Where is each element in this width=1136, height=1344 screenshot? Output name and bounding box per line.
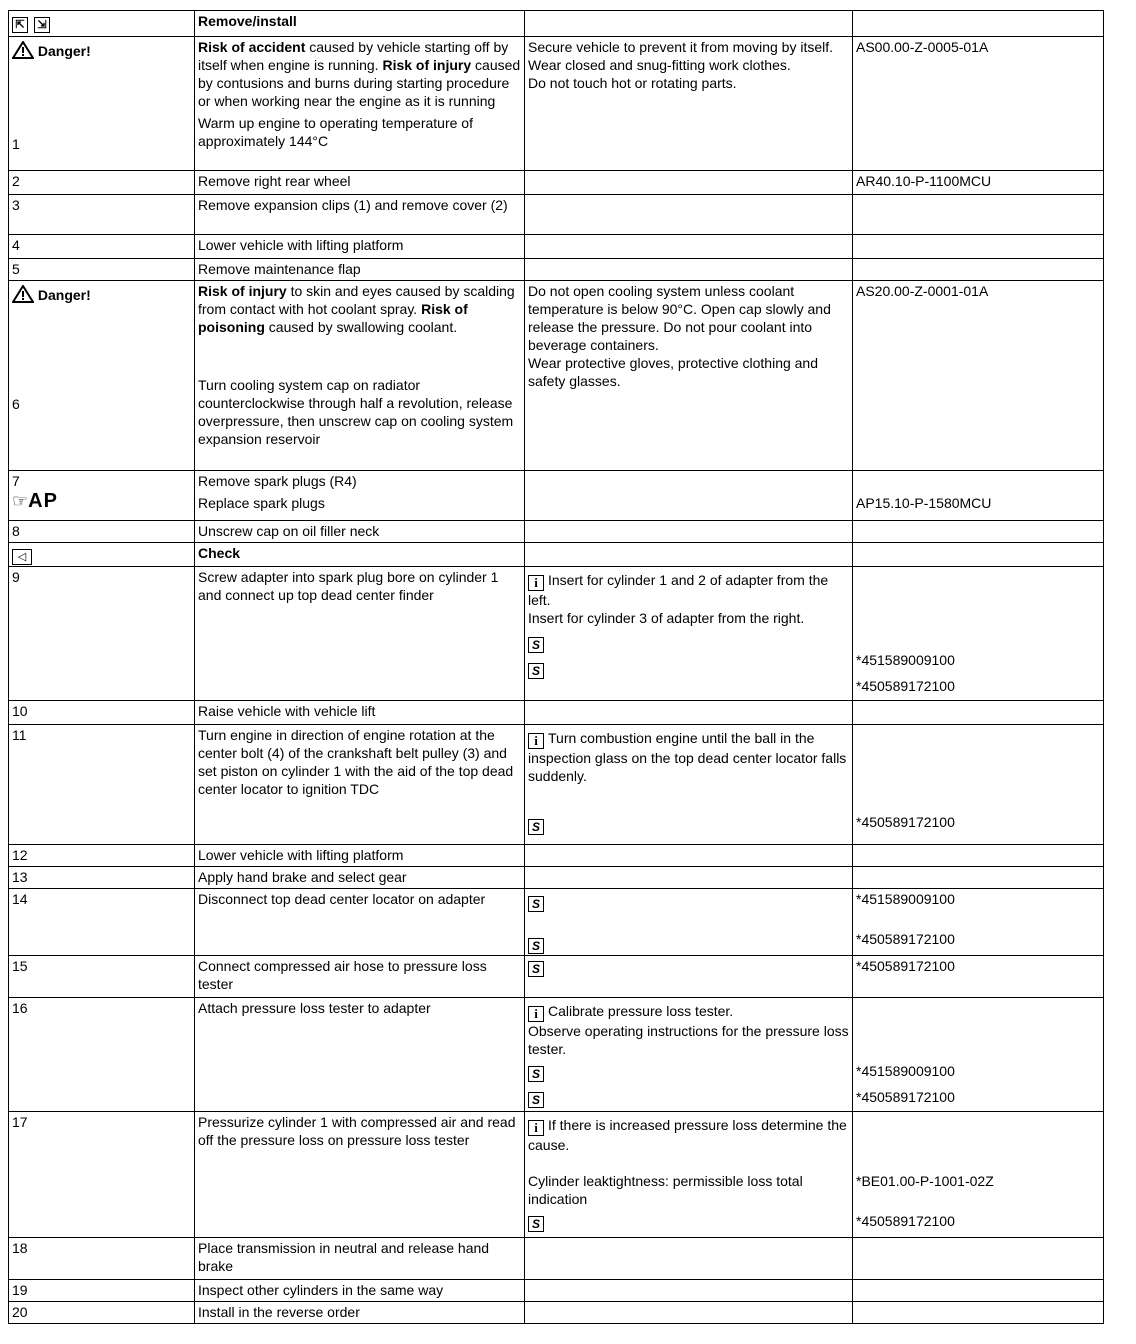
step-text: Remove spark plugs (R4) [198,473,357,489]
step-text: Remove maintenance flap [195,259,525,281]
tool-icon: S [528,938,544,954]
step-number: 6 [12,396,20,412]
step-text: Turn cooling system cap on radiator counterclockwise through half a revolution, release overpressure, then unscrew cap on cooling system expansion reservoir [198,377,514,447]
step-row [9,889,1104,956]
step-text: Unscrew cap on oil filler neck [195,521,525,543]
step-row [9,725,1104,845]
tool-number: *450589172100 [856,1213,955,1229]
measure-text: Wear protective gloves, protective clothing and safety glasses. [528,355,819,389]
step-number: 15 [9,956,195,998]
danger-text: Risk of accident caused by vehicle starting off by itself when engine is running. Risk of injury caused by contusions and burns during starting procedure or when working near the engine as it is running [198,39,521,109]
reference-code: AP15.10-P-1580MCU [856,495,992,511]
step-number: 12 [9,845,195,867]
danger-row [9,37,1104,171]
tool-icon: S [528,637,544,653]
tool-icon: S [528,896,544,912]
step-number: 4 [9,235,195,259]
note-text: i If there is increased pressure loss determine the cause. [528,1117,847,1153]
step-number: 8 [9,521,195,543]
step-row [9,845,1104,867]
tool-number: *450589172100 [856,678,955,694]
info-icon: i [528,1120,544,1136]
step-text: Lower vehicle with lifting platform [195,845,525,867]
tool-number: *450589172100 [853,956,1104,998]
tool-icon: S [528,1066,544,1082]
tool-icon: S [528,819,544,835]
tool-number: *451589009100 [856,652,955,668]
tool-number: *451589009100 [856,1063,955,1079]
step-row [9,1112,1104,1238]
step-number: 1 [12,136,20,152]
note-text: i Insert for cylinder 1 and 2 of adapter from the left. [528,572,829,608]
reference-code: AR40.10-P-1100MCU [853,171,1104,195]
check-row [9,543,1104,567]
step-number: 10 [9,701,195,725]
tool-number: *451589009100 [856,891,955,907]
info-icon: i [528,1006,544,1022]
step-row [9,195,1104,235]
step-number: 13 [9,867,195,889]
step-number: 5 [9,259,195,281]
step-row [9,701,1104,725]
tool-icon: S [528,663,544,679]
info-icon: i [528,733,544,749]
step-number: 7 [12,473,20,489]
step-text: Remove right rear wheel [195,171,525,195]
step-row [9,1302,1104,1324]
step-number: 18 [9,1238,195,1280]
info-icon: i [528,575,544,591]
tool-icon: S [528,961,544,977]
ap-label: AP [28,490,58,512]
note-text: i Calibrate pressure loss tester. [528,1002,849,1022]
step-number: 17 [9,1112,195,1238]
step-row [9,171,1104,195]
danger-row [9,281,1104,471]
reference-code: *BE01.00-P-1001-02Z [856,1173,994,1189]
header-row [9,11,1104,37]
step-text: Apply hand brake and select gear [195,867,525,889]
step-row [9,867,1104,889]
measure-text: Wear closed and snug-fitting work clothes. [528,57,791,73]
step-text: Warm up engine to operating temperature of approximately 144°C [198,115,473,149]
tool-number: *450589172100 [856,1089,955,1105]
measure-text: Secure vehicle to prevent it from moving by itself. [528,39,834,55]
warning-icon [12,41,34,59]
section-title: Check [195,543,525,567]
note-text: Cylinder leaktightness: permissible loss total indication [528,1173,803,1207]
step-row [9,1238,1104,1280]
reference-code: AS20.00-Z-0001-01A [853,281,1104,471]
step-text: Connect compressed air hose to pressure loss tester [195,956,525,998]
tool-icon: S [528,1216,544,1232]
section-title: Remove/install [195,11,525,37]
step-number: 3 [9,195,195,235]
step-text: Lower vehicle with lifting platform [195,235,525,259]
step-row [9,521,1104,543]
tool-icon: S [528,1092,544,1108]
step-text: Raise vehicle with vehicle lift [195,701,525,725]
check-icon: ◁ [12,549,32,565]
step-text: Disconnect top dead center locator on adapter [195,889,525,956]
tool-number: *450589172100 [856,814,955,830]
step-row [9,567,1104,701]
step-row [9,235,1104,259]
step-text: Pressurize cylinder 1 with compressed air and read off the pressure loss on pressure loss tester [195,1112,525,1238]
install-icon: ⇲ [34,17,50,33]
warning-icon [12,285,34,303]
step-number: 9 [9,567,195,701]
measure-text: Do not touch hot or rotating parts. [528,75,737,91]
note-text: i Turn combustion engine until the ball in the inspection glass on the top dead center locator falls suddenly. [528,730,847,784]
procedure-table [8,10,1104,1324]
step-row [9,471,1104,521]
tool-number: *450589172100 [856,931,955,947]
step-number: 20 [9,1302,195,1324]
measure-text: Do not open cooling system unless coolant temperature is below 90°C. Open cap slowly and release the pressure. Do not pour coolant into beverage containers. [528,283,831,353]
step-number: 11 [9,725,195,845]
step-row [9,259,1104,281]
step-text: Inspect other cylinders in the same way [195,1280,525,1302]
hand-pointer-icon: ☞ [12,491,29,511]
remove-icon: ⇱ [12,17,28,33]
step-row [9,1280,1104,1302]
step-number: 16 [9,998,195,1112]
step-text: Remove expansion clips (1) and remove cover (2) [195,195,525,235]
step-text: Place transmission in neutral and release hand brake [195,1238,525,1280]
note-text: Insert for cylinder 3 of adapter from the right. [528,610,805,626]
step-text: Turn engine in direction of engine rotation at the center bolt (4) of the crankshaft belt pulley (3) and set piston on cylinder 1 with the aid of the top dead center locator to ignition TDC [195,725,525,845]
step-text: Attach pressure loss tester to adapter [195,998,525,1112]
danger-text: Risk of injury to skin and eyes caused by scalding from contact with hot coolant spray. Risk of poisoning caused by swallowing coolant. [198,283,515,335]
step-row [9,956,1104,998]
step-number: 19 [9,1280,195,1302]
step-number: 2 [9,171,195,195]
note-text: Observe operating instructions for the pressure loss tester. [528,1023,849,1057]
step-number: 14 [9,889,195,956]
danger-label: Danger! [37,43,91,59]
step-text: Screw adapter into spark plug bore on cylinder 1 and connect up top dead center finder [195,567,525,701]
danger-label: Danger! [37,287,91,303]
step-row [9,998,1104,1112]
step-text: Install in the reverse order [195,1302,525,1324]
ap-text: Replace spark plugs [198,495,325,511]
reference-code: AS00.00-Z-0005-01A [853,37,1104,171]
